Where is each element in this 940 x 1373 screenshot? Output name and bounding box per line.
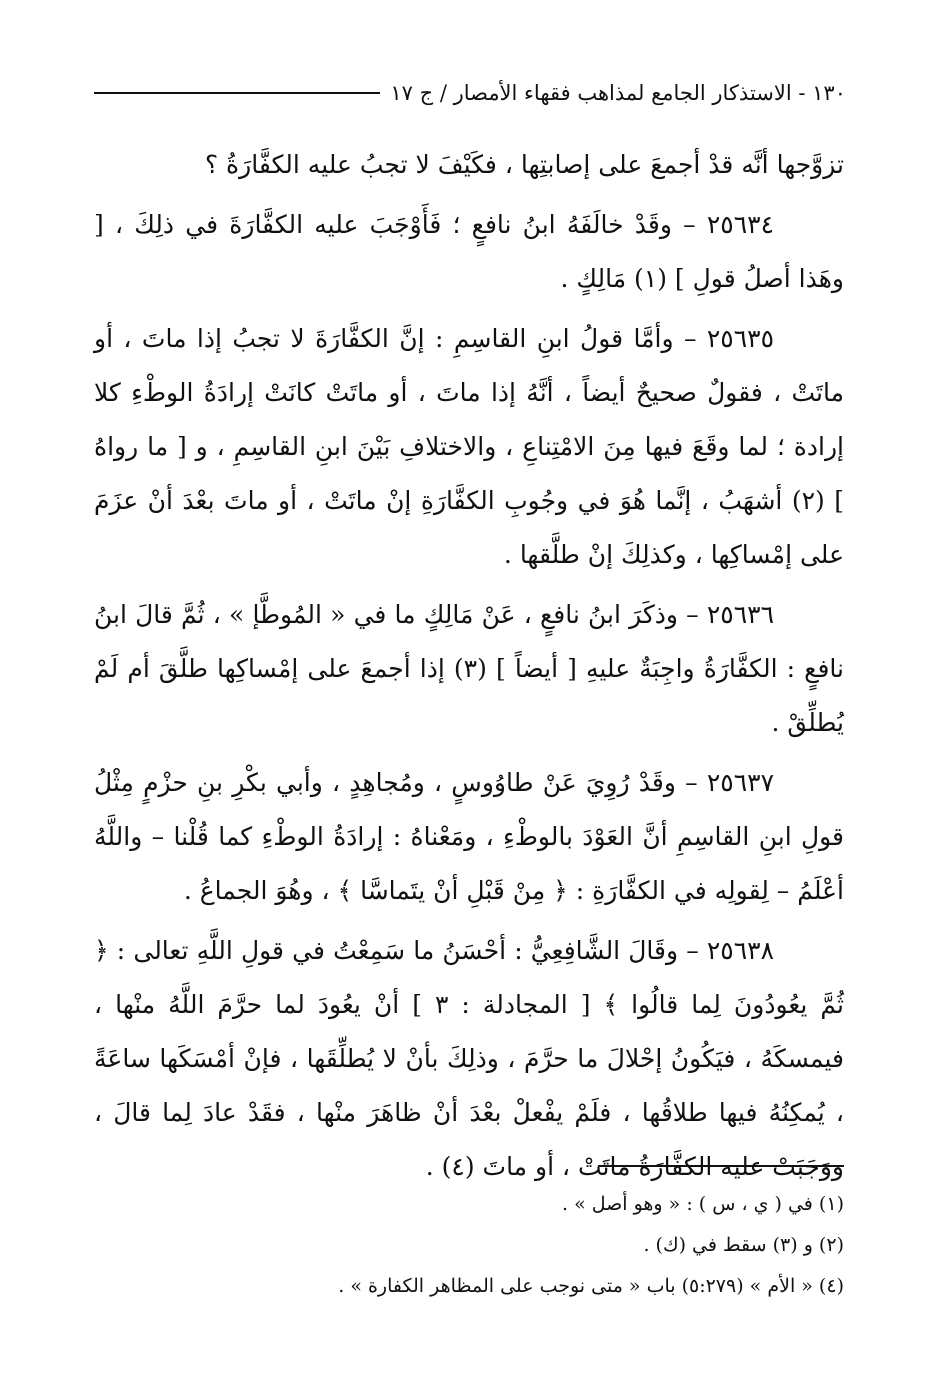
paragraph-continuation: تزوَّجها أنَّه قدْ أجمعَ على إصابتِها ، فكَيْفَ لا تجبُ عليه الكفَّارَةُ ؟	[204, 150, 844, 179]
running-header	[94, 78, 846, 108]
body-text	[94, 138, 844, 1200]
header-title: ١٣٠ - الاستذكار الجامع لمذاهب فقهاء الأمصار / ج ١٧	[390, 81, 846, 105]
footnote-4: (٤) « الأم » (٥:٢٧٩) باب « متى نوجب على المظاهر الكفارة » .	[338, 1275, 844, 1297]
header-rule	[94, 92, 380, 94]
footnote-separator	[598, 1165, 844, 1167]
paragraph-25636: ٢٥٦٣٦ – وذكَرَ ابنُ نافعٍ ، عَنْ مَالِكٍ ما في « المُوطَّإ » ، ثُمَّ قالَ ابنُ نافعٍ : الكفَّارَةُ واجِبَةٌ عليهِ [ أيضاً ] (٣) إذا أجمعَ على إمْساكِها طلَّقَ أم لَمْ يُطلِّقْ .	[94, 600, 844, 737]
footnotes	[94, 1184, 844, 1307]
paragraph-25634: ٢٥٦٣٤ – وقَدْ خالَفَهُ ابنُ نافعٍ ؛ فَأَوْجَبَ عليه الكفَّارَةَ في ذلِكَ ، [ وهَذا أصلُ قولِ ] (١) مَالِكٍ .	[94, 210, 844, 293]
paragraph-25638: ٢٥٦٣٨ – وقَالَ الشَّافِعِيُّ : أحْسَنُ ما سَمِعْتُ في قولِ اللَّهِ تعالى : ﴿ ثُمَّ يعُودُونَ لِما قالُوا ﴾ [ المجادلة : ٣ ] أنْ يعُودَ لما حرَّمَ اللَّهُ منْها ، فيمسكَهُ ، فيَكُونُ إحْلالَ ما حرَّمَ ، وذلِكَ بأنْ لا يُطلِّقَها ، فإنْ أمْسَكَها ساعَةً ، يُمكِنُهُ فيها طلاقُها ، فلَمْ يفْعلْ بعْدَ أنْ ظاهَرَ منْها ، فقَدْ عادَ لِما قالَ ، ووَجَبَتْ عليه الكفَّارَةُ ماتَتْ ، أو ماتَ (٤) .	[94, 936, 844, 1181]
paragraph-25637: ٢٥٦٣٧ – وقَدْ رُوِيَ عَنْ طاوُوسٍ ، ومُجاهِدٍ ، وأبي بكْرِ بنِ حزْمٍ مِثْلُ قولِ ابنِ القاسِمِ أنَّ العَوْدَ بالوطْءِ ، ومَعْناهُ : إرادَةُ الوطْءِ كما قُلْنا – واللَّهُ أعْلَمُ – لِقولِه في الكفَّارَةِ : ﴿ مِنْ قَبْلِ أنْ يتَماسَّا ﴾ ، وهُوَ الجماعُ .	[94, 768, 844, 905]
paragraph-25635: ٢٥٦٣٥ – وأمَّا قولُ ابنِ القاسِمِ : إنَّ الكفَّارَةَ لا تجبُ إذا ماتَ ، أو ماتَتْ ، فقولٌ صحيحٌ أيضاً ، أنَّهُ إذا ماتَ ، أو ماتَتْ كانَتْ إرادَةُ الوطْءِ كلا إرادة ؛ لما وقَعَ فيها مِنَ الامْتِناعِ ، والاختلافِ بَيْنَ ابنِ القاسِمِ ، و [ ما رواهُ ] (٢) أشهَبُ ، إنَّما هُوَ في وجُوبِ الكفَّارَةِ إنْ ماتَتْ ، أو ماتَ بعْدَ أنْ عزَمَ على إمْساكِها ، وكذلِكَ إنْ طلَّقها .	[94, 324, 844, 569]
footnote-2-3: (٢) و (٣) سقط في (ك) .	[643, 1234, 844, 1256]
footnote-1: (١) في ( ي ، س ) : « وهو أصل » .	[562, 1193, 844, 1215]
